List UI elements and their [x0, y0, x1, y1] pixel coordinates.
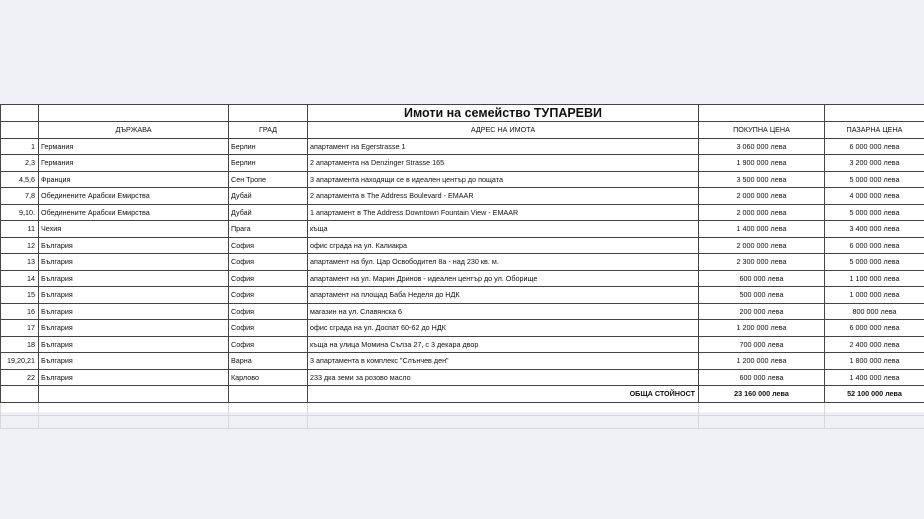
row-market-price: 1 400 000 лева — [825, 369, 924, 386]
table-row — [1, 336, 924, 353]
row-number: 17 — [1, 320, 39, 337]
row-country: България — [39, 336, 229, 353]
row-purchase-price: 600 000 лева — [699, 270, 825, 287]
row-city: Дубай — [229, 204, 308, 221]
row-address: 2 апартамента в The Address Boulevard - EMAAR — [308, 188, 699, 205]
row-market-price: 5 000 000 лева — [825, 204, 924, 221]
row-market-price: 1 000 000 лева — [825, 287, 924, 304]
row-city: София — [229, 254, 308, 271]
row-address: апартамент на ул. Марин Дринов - идеален център до ул. Оборище — [308, 270, 699, 287]
total-market-price: 52 100 000 лева — [825, 386, 924, 403]
row-purchase-price: 2 000 000 лева — [699, 188, 825, 205]
row-address: апартамент на площад Баба Неделя до НДК — [308, 287, 699, 304]
row-city: Варна — [229, 353, 308, 370]
row-purchase-price: 1 900 000 лева — [699, 155, 825, 172]
row-city: Дубай — [229, 188, 308, 205]
empty-cell — [699, 402, 825, 415]
row-market-price: 6 000 000 лева — [825, 138, 924, 155]
row-market-price: 2 400 000 лева — [825, 336, 924, 353]
property-table — [0, 104, 924, 429]
row-number: 18 — [1, 336, 39, 353]
row-country: България — [39, 287, 229, 304]
row-country: Обединените Арабски Емирства — [39, 204, 229, 221]
table-row — [1, 221, 924, 238]
empty-row — [1, 415, 924, 428]
row-country: Чехия — [39, 221, 229, 238]
empty-cell — [825, 402, 924, 415]
row-country: България — [39, 254, 229, 271]
row-country: Обединените Арабски Емирства — [39, 188, 229, 205]
table-row — [1, 353, 924, 370]
row-purchase-price: 1 200 000 лева — [699, 320, 825, 337]
row-address: офис сграда на ул. Калиакра — [308, 237, 699, 254]
row-purchase-price: 700 000 лева — [699, 336, 825, 353]
row-city: Берлин — [229, 155, 308, 172]
row-country: България — [39, 237, 229, 254]
spreadsheet — [0, 104, 924, 412]
row-address: 2 апартамента на Denzinger Strasse 165 — [308, 155, 699, 172]
row-city: Сен Тропе — [229, 171, 308, 188]
header-purchase-price: ПОКУПНА ЦЕНА — [699, 122, 825, 139]
table-row — [1, 254, 924, 271]
row-city: Берлин — [229, 138, 308, 155]
title-row — [1, 105, 924, 122]
row-market-price: 5 000 000 лева — [825, 254, 924, 271]
total-empty-cell — [229, 386, 308, 403]
title-cell-empty — [1, 105, 39, 122]
row-city: Карлово — [229, 369, 308, 386]
total-row — [1, 386, 924, 403]
row-number: 15 — [1, 287, 39, 304]
table-row — [1, 171, 924, 188]
row-address: къща — [308, 221, 699, 238]
row-market-price: 5 000 000 лева — [825, 171, 924, 188]
row-city: София — [229, 270, 308, 287]
row-number: 13 — [1, 254, 39, 271]
row-city: Прага — [229, 221, 308, 238]
total-purchase-price: 23 160 000 лева — [699, 386, 825, 403]
row-country: България — [39, 270, 229, 287]
header-country: ДЪРЖАВА — [39, 122, 229, 139]
row-city: София — [229, 287, 308, 304]
row-purchase-price: 2 300 000 лева — [699, 254, 825, 271]
row-city: София — [229, 336, 308, 353]
row-address: къща на улица Момина Сълза 27, с 3 декара двор — [308, 336, 699, 353]
header-row — [1, 122, 924, 139]
title-cell-empty — [699, 105, 825, 122]
empty-cell — [308, 402, 699, 415]
row-address: 233 дка земи за розово масло — [308, 369, 699, 386]
row-address: офис сграда на ул. Доспат 60-62 до НДК — [308, 320, 699, 337]
row-market-price: 6 000 000 лева — [825, 237, 924, 254]
table-row — [1, 369, 924, 386]
row-market-price: 800 000 лева — [825, 303, 924, 320]
row-number: 4,5,6 — [1, 171, 39, 188]
empty-cell — [1, 402, 39, 415]
row-country: България — [39, 303, 229, 320]
row-address: апартамент на бул. Цар Освободител 8а - над 230 кв. м. — [308, 254, 699, 271]
row-city: София — [229, 320, 308, 337]
row-number: 22 — [1, 369, 39, 386]
row-purchase-price: 3 500 000 лева — [699, 171, 825, 188]
row-purchase-price: 500 000 лева — [699, 287, 825, 304]
empty-cell — [39, 402, 229, 415]
table-row — [1, 287, 924, 304]
header-market-price: ПАЗАРНА ЦЕНА — [825, 122, 924, 139]
header-city: ГРАД — [229, 122, 308, 139]
title-cell-empty — [825, 105, 924, 122]
empty-cell — [1, 415, 39, 428]
row-address: магазин на ул. Славянска 6 — [308, 303, 699, 320]
row-purchase-price: 2 000 000 лева — [699, 237, 825, 254]
row-country: Германия — [39, 155, 229, 172]
row-address: 1 апартамент в The Address Downtown Fountain View - EMAAR — [308, 204, 699, 221]
table-row — [1, 155, 924, 172]
title-cell-empty — [39, 105, 229, 122]
total-empty-cell — [1, 386, 39, 403]
table-title: Имоти на семейство ТУПАРЕВИ — [308, 105, 699, 122]
row-market-price: 6 000 000 лева — [825, 320, 924, 337]
row-number: 1 — [1, 138, 39, 155]
row-city: София — [229, 303, 308, 320]
row-purchase-price: 600 000 лева — [699, 369, 825, 386]
row-purchase-price: 2 000 000 лева — [699, 204, 825, 221]
row-number: 12 — [1, 237, 39, 254]
row-market-price: 1 800 000 лева — [825, 353, 924, 370]
table-row — [1, 320, 924, 337]
empty-cell — [308, 415, 699, 428]
row-number: 16 — [1, 303, 39, 320]
row-country: България — [39, 369, 229, 386]
row-address: 3 апартамента в комплекс "Слънчев ден" — [308, 353, 699, 370]
title-cell-empty — [229, 105, 308, 122]
empty-cell — [229, 402, 308, 415]
row-market-price: 1 100 000 лева — [825, 270, 924, 287]
table-row — [1, 270, 924, 287]
row-country: България — [39, 353, 229, 370]
row-country: Германия — [39, 138, 229, 155]
table-row — [1, 188, 924, 205]
row-purchase-price: 1 400 000 лева — [699, 221, 825, 238]
header-cell-no — [1, 122, 39, 139]
row-market-price: 3 400 000 лева — [825, 221, 924, 238]
table-row — [1, 138, 924, 155]
empty-cell — [229, 415, 308, 428]
row-market-price: 4 000 000 лева — [825, 188, 924, 205]
row-number: 7,8 — [1, 188, 39, 205]
empty-row — [1, 402, 924, 415]
row-country: Франция — [39, 171, 229, 188]
row-number: 11 — [1, 221, 39, 238]
row-address: 3 апартамента находящи се в идеален център до пощата — [308, 171, 699, 188]
table-row — [1, 303, 924, 320]
empty-cell — [39, 415, 229, 428]
table-row — [1, 237, 924, 254]
empty-cell — [825, 415, 924, 428]
row-number: 19,20,21 — [1, 353, 39, 370]
row-city: София — [229, 237, 308, 254]
empty-cell — [699, 415, 825, 428]
total-label: ОБЩА СТОЙНОСТ — [308, 386, 699, 403]
row-purchase-price: 1 200 000 лева — [699, 353, 825, 370]
row-purchase-price: 200 000 лева — [699, 303, 825, 320]
row-number: 9,10. — [1, 204, 39, 221]
row-number: 2,3 — [1, 155, 39, 172]
row-purchase-price: 3 060 000 лева — [699, 138, 825, 155]
table-row — [1, 204, 924, 221]
row-address: апартамент на Egerstrasse 1 — [308, 138, 699, 155]
header-address: АДРЕС НА ИМОТА — [308, 122, 699, 139]
row-number: 14 — [1, 270, 39, 287]
row-market-price: 3 200 000 лева — [825, 155, 924, 172]
row-country: България — [39, 320, 229, 337]
total-empty-cell — [39, 386, 229, 403]
